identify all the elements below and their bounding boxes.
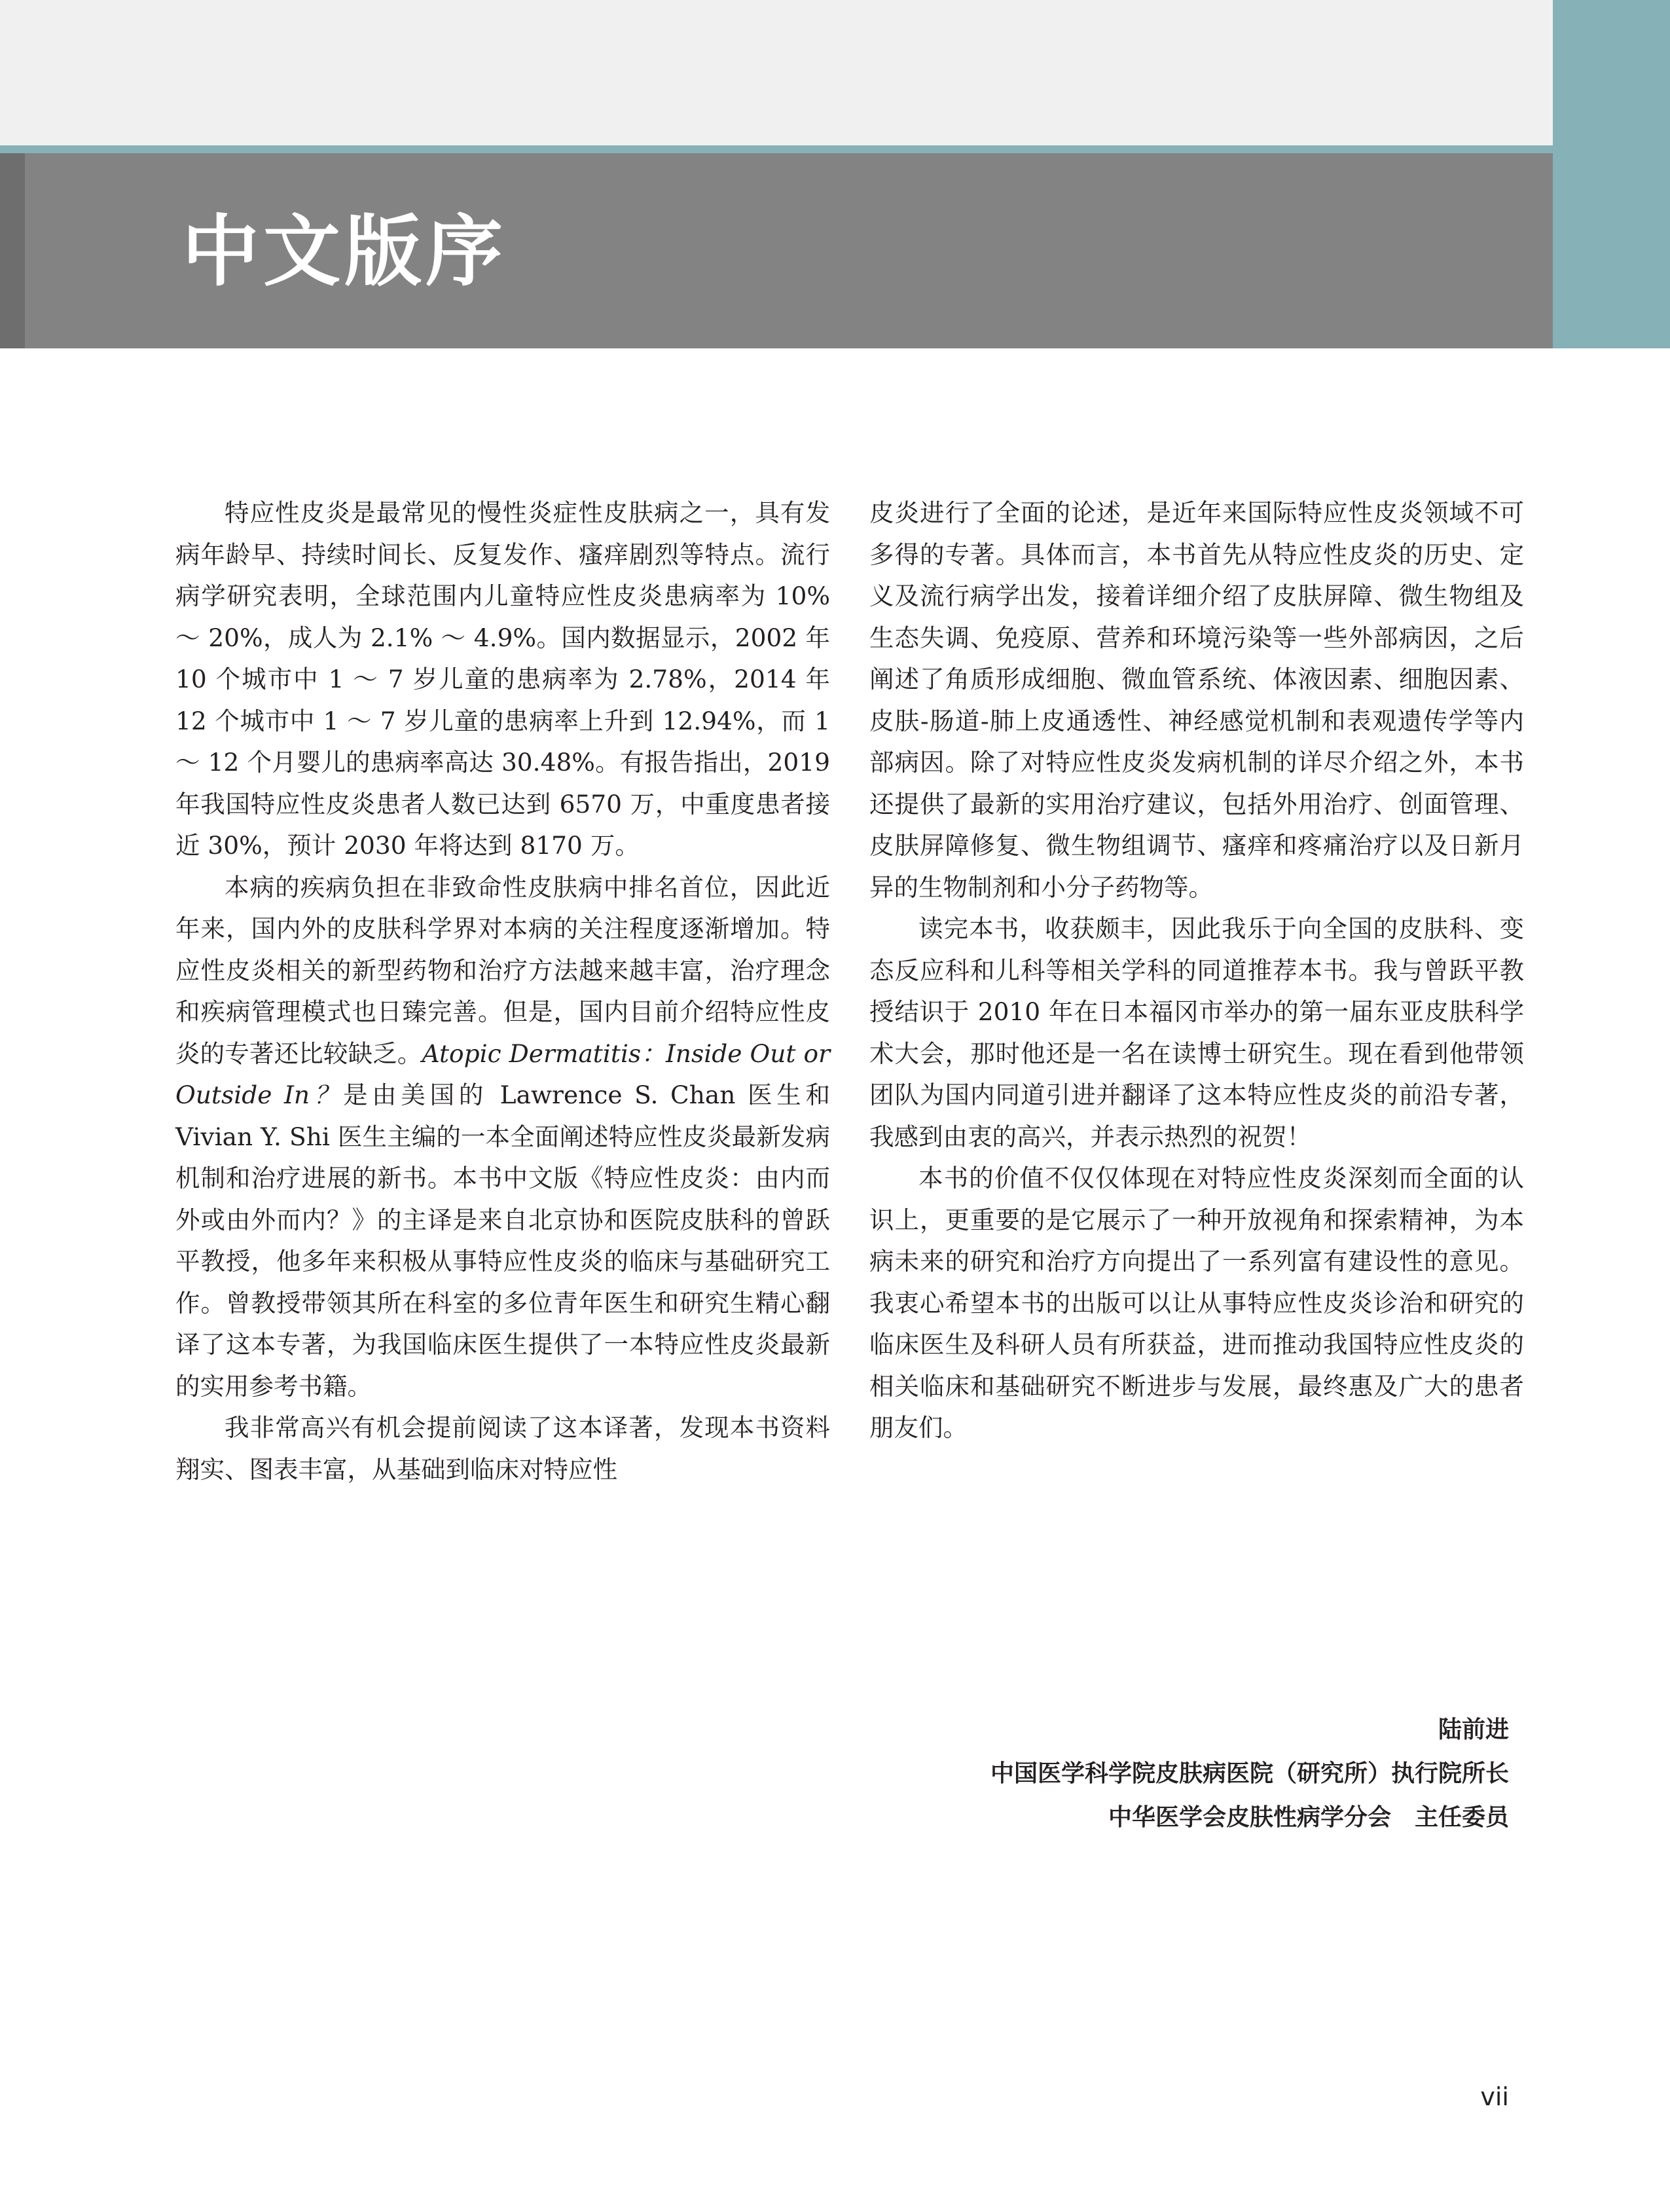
page-number: vii [1480,2082,1509,2111]
title-bar [0,153,1553,348]
paragraph-2-body: 是由美国的 Lawrence S. Chan 医生和 Vivian Y. Shi 医生主编的一本全面阐述特应性皮炎最新发病机制和治疗进展的新书。本书中文版《特应性皮炎：由内而外或由外而内？》的主译是来自北京协和医院皮肤科的曾跃平教授，他多年来积极从事特应性皮炎的临床与基础研究工作。曾教授带领其所在科室的多位青年医生和研究生精心翻译了这本专著，为我国临床医生提供了一本特应性皮炎最新的实用参考书籍。 [175,1080,830,1401]
left-column [175,492,830,1490]
side-color-strip [1553,0,1670,348]
paragraph-3-continued: 皮炎进行了全面的论述，是近年来国际特应性皮炎领域不可多得的专著。具体而言，本书首先从特应性皮炎的历史、定义及流行病学出发，接着详细介绍了皮肤屏障、微生物组及生态失调、免疫原、营养和环境污染等一些外部病因，之后阐述了角质形成细胞、微血管系统、体液因素、细胞因素、皮肤-肠道-肺上皮通透性、神经感觉机制和表观遗传学等内部病因。除了对特应性皮炎发病机制的详尽介绍之外，本书还提供了最新的实用治疗建议，包括外用治疗、创面管理、皮肤屏障修复、微生物组调节、瘙痒和疼痛治疗以及日新月异的生物制剂和小分子药物等。 [869,498,1524,902]
signature-name: 陆前进 [1438,1716,1509,1743]
signature-title-1: 中国医学科学院皮肤病医院（研究所）执行院所长 [990,1760,1509,1787]
paragraph-5: 本书的价值不仅仅体现在对特应性皮炎深刻而全面的认识上，更重要的是它展示了一种开放视角和探索精神，为本病未来的研究和治疗方向提出了一系列富有建设性的意见。我衷心希望本书的出版可以让从事特应性皮炎诊治和研究的临床医生及科研人员有所获益，进而推动我国特应性皮炎的相关临床和基础研究不断进步与发展，最终惠及广大的患者朋友们。 [869,1164,1524,1442]
paragraph-2-intro: 本病的疾病负担在非致命性皮肤病中排名首位，因此近年来，国内外的皮肤科学界对本病的关注程度逐渐增加。特应性皮炎相关的新型药物和治疗方法越来越丰富，治疗理念和疾病管理模式也日臻完善。但是，国内目前介绍特应性皮炎的专著还比较缺乏。 [175,872,830,1068]
page-title: 中文版序 [182,206,507,297]
paragraph-2 [175,867,830,1408]
signature-title-2: 中华医学会皮肤性病学分会 主任委员 [1108,1804,1509,1831]
top-band [0,0,1553,145]
paragraph-1: 特应性皮炎是最常见的慢性炎症性皮肤病之一，具有发病年龄早、持续时间长、反复发作、瘙痒剧烈等特点。流行病学研究表明，全球范围内儿童特应性皮炎患病率为 10% ～ 20%，成人为 2.1% ～ 4.9%。国内数据显示，2002 年 10 个城市中 1 ～ 7 岁儿童的患病率为 2.78%，2014 年 12 个城市中 1 ～ 7 岁儿童的患病率上升到 12.94%，而 1 ～ 12 个月婴儿的患病率高达 30.48%。有报告指出，2019 年我国特应性皮炎患者人数已达到 6570 万，中重度患者接近 30%，预计 2030 年将达到 8170 万。 [175,498,830,860]
signature-block [990,1708,1509,1839]
book-title-english: Atopic Dermatitis：Inside Out or Outside In？ [175,1039,831,1109]
right-column [869,492,1524,1449]
paragraph-4: 读完本书，收获颇丰，因此我乐于向全国的皮肤科、变态反应科和儿科等相关学科的同道推荐本书。我与曾跃平教授结识于 2010 年在日本福冈市举办的第一届东亚皮肤科学术大会，那时他还是一名在读博士研究生。现在看到他带领团队为国内同道引进并翻译了这本特应性皮炎的前沿专著，我感到由衷的高兴，并表示热烈的祝贺！ [869,914,1524,1151]
paragraph-3: 我非常高兴有机会提前阅读了这本译著，发现本书资料翔实、图表丰富，从基础到临床对特应性 [175,1413,830,1484]
teal-divider [0,145,1553,153]
title-bar-accent [0,153,25,348]
